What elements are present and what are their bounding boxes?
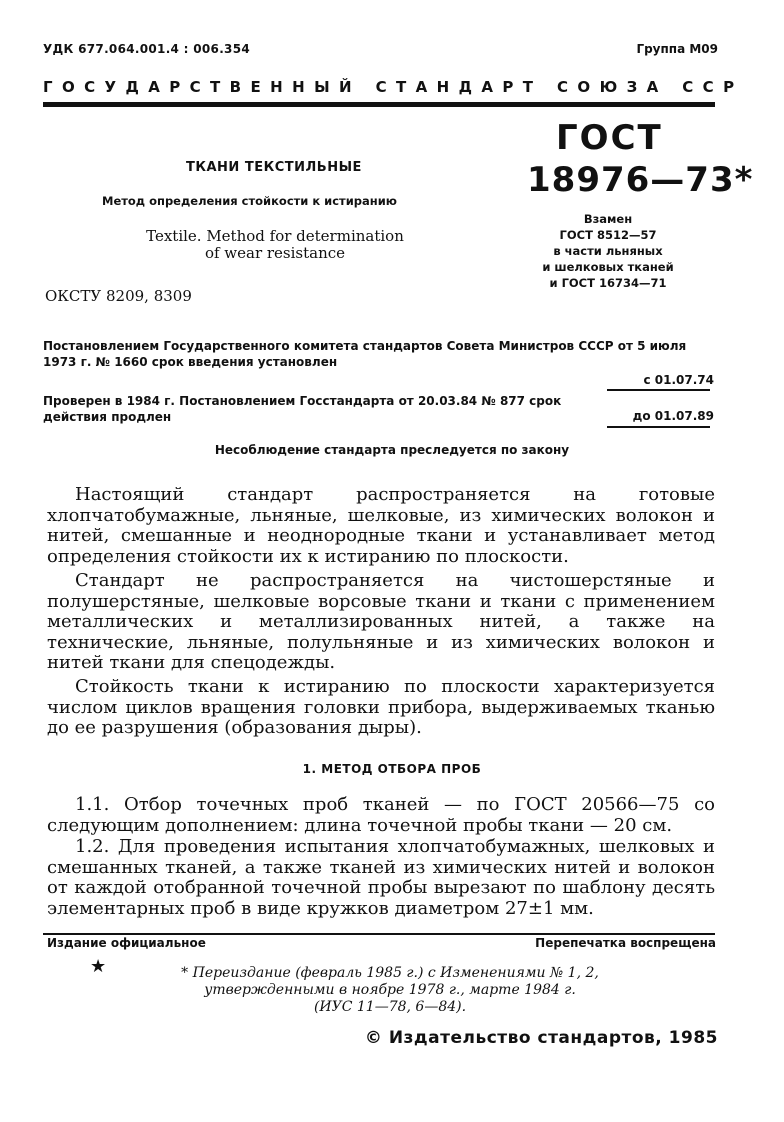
group-code: Группа М09 (636, 42, 718, 56)
replaces-line: в части льняных (553, 244, 663, 258)
replaces-line: и ГОСТ 16734—71 (549, 276, 667, 290)
footnote-line: утвержденными в ноябре 1978 г., марте 1984 г. (204, 982, 576, 998)
effective-date: с 01.07.74 (643, 373, 714, 387)
replaces-line: ГОСТ 8512—57 (559, 228, 657, 242)
replaces-line: Взамен (583, 212, 633, 226)
okstu-code: ОКСТУ 8209, 8309 (45, 287, 192, 305)
footnote (150, 965, 630, 1016)
document-title: ТКАНИ ТЕКСТИЛЬНЫЕ (186, 160, 362, 175)
decree-text: Постановлением Государственного комитета стандартов Совета Министров СССР от 5 июля 1973 г. № 1660 срок введения установлен (43, 339, 687, 369)
paragraph-scope: Настоящий стандарт распространяется на готовые хлопчатобумажные, льняные, шелковые, из химических волокон и нитей, смешанные и неоднородные ткани и устанавливает метод определения стойкости их к истиранию по плоскости. (47, 484, 715, 567)
gost-number: 18976—73* (527, 160, 754, 200)
extended-date: до 01.07.89 (632, 409, 714, 423)
reprint-notice: Перепечатка воспрещена (535, 936, 716, 950)
section-heading: 1. МЕТОД ОТБОРА ПРОБ (302, 762, 482, 776)
extended-date-underline (607, 426, 710, 428)
paragraph-exclusions: Стандарт не распространяется на чистошерстяные и полушерстяные, шелковые ворсовые ткани и ткани с применением металлических и металлизированных нитей, а также на технические, льняные, полульняные и из химических волокон и нитей ткани для спецодежды. (47, 570, 715, 673)
law-notice: Несоблюдение стандарта преследуется по закону (214, 443, 570, 457)
footnote-line: * Переиздание (февраль 1985 г.) с Изменениями № 1, 2, (181, 965, 599, 981)
footnote-line: (ИУС 11—78, 6—84). (313, 999, 467, 1015)
udk-code: УДК 677.064.001.4 : 006.354 (43, 42, 251, 56)
method-title-en-line1: Textile. Method for determination (146, 227, 404, 245)
gost-label: ГОСТ (556, 118, 663, 158)
method-title-ru: Метод определения стойкости к истиранию (102, 194, 397, 208)
footer-rule (43, 933, 715, 935)
replaces-line: и шелковых тканей (542, 260, 674, 274)
copyright: © Издательство стандартов, 1985 (364, 1028, 718, 1048)
replaces-block (510, 211, 706, 291)
clause-1-2: 1.2. Для проведения испытания хлопчатобумажных, шелковых и смешанных тканей, а также тканей из химических нитей и волокон от каждой отобранной точечной пробы вырезают по шаблону десять элементарных проб в виде кружков диаметром 27±1 мм. (47, 836, 715, 919)
method-title-en (140, 228, 410, 262)
state-standard-header: ГОСУДАРСТВЕННЫЙ СТАНДАРТ СОЮЗА ССР (43, 78, 744, 96)
header-rule (43, 102, 715, 107)
effective-date-underline (607, 389, 710, 391)
clause-1-1: 1.1. Отбор точечных проб тканей — по ГОСТ 20566—75 со следующим дополнением: длина точечной пробы ткани — 20 см. (47, 794, 715, 836)
paragraph-definition: Стойкость ткани к истиранию по плоскости характеризуется числом циклов вращения головки прибора, выдерживаемых тканью до ее разрушения (образования дыры). (47, 676, 715, 738)
star-icon: ★ (90, 956, 107, 977)
method-title-en-line2: of wear resistance (204, 244, 346, 262)
official-edition: Издание официальное (47, 936, 206, 950)
checked-text: Проверен в 1984 г. Постановлением Госстандарта от 20.03.84 № 877 срок действия продлен (43, 394, 562, 424)
